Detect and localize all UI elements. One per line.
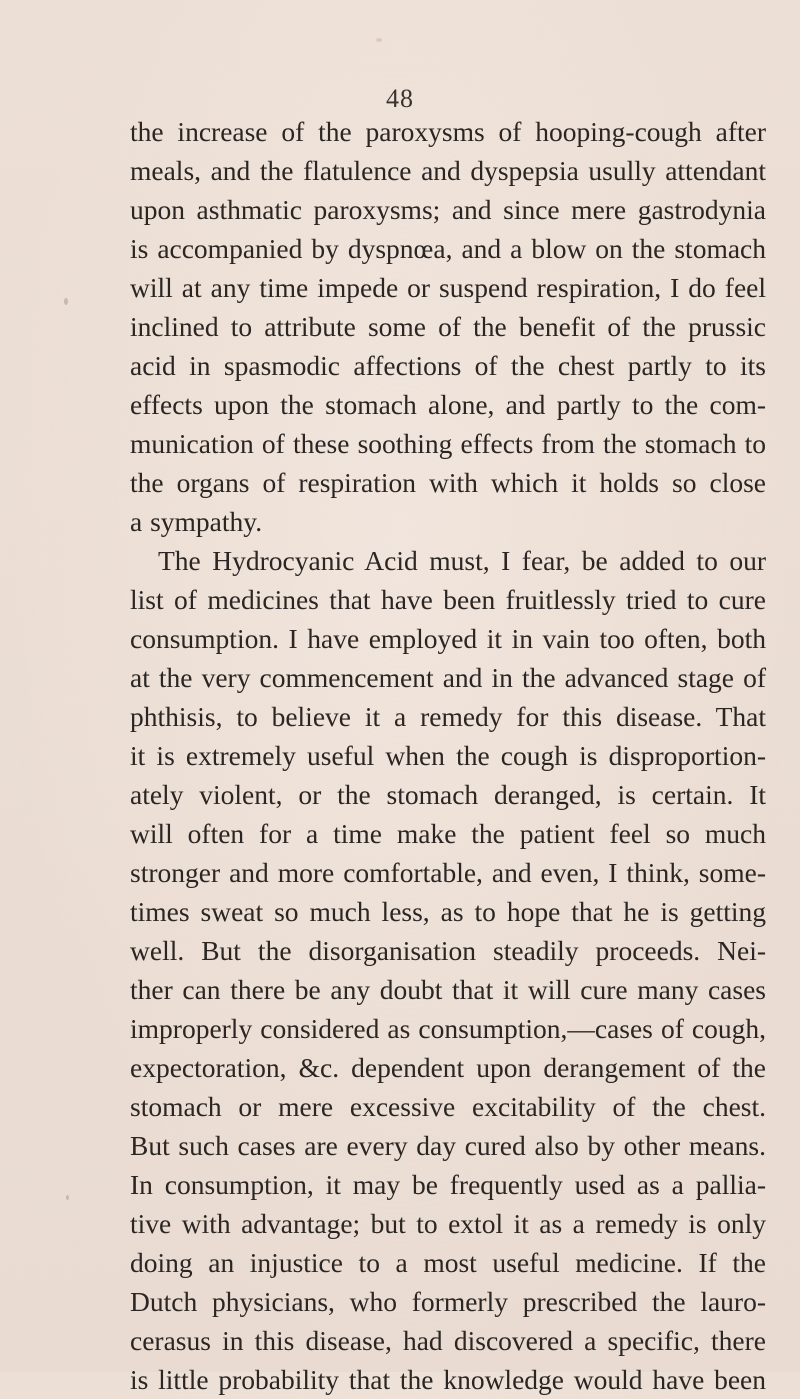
text-line: stronger and more comfortable, and even, I think, some-: [130, 857, 766, 888]
paper-speck: [64, 298, 68, 305]
text-line: it is extremely useful when the cough is disproportion-: [130, 740, 766, 771]
text-line: ately violent, or the stomach deranged, is certain. It: [130, 779, 766, 810]
text-line: is accompanied by dyspnœa, and a blow on the stomach: [130, 233, 766, 264]
text-line: tive with advantage; but to extol it as a remedy is only: [130, 1208, 766, 1239]
text-line: Dutch physicians, who formerly prescribed the lauro-: [130, 1286, 766, 1317]
text-line: upon asthmatic paroxysms; and since mere gastrodynia: [130, 194, 766, 225]
text-line: the increase of the paroxysms of hooping-cough after: [130, 116, 766, 147]
text-line: In consumption, it may be frequently used as a pallia-: [130, 1169, 766, 1200]
text-line: effects upon the stomach alone, and partly to the com-: [130, 389, 766, 420]
body-text: [130, 112, 766, 1399]
text-line: is little probability that the knowledge would have been: [130, 1364, 766, 1395]
text-line: meals, and the flatulence and dyspepsia usully attendant: [130, 155, 766, 186]
text-line: stomach or mere excessive excitability of the chest.: [130, 1091, 766, 1122]
text-line: But such cases are every day cured also by other means.: [130, 1130, 766, 1161]
text-line: well. But the disorganisation steadily proceeds. Nei-: [130, 935, 766, 966]
text-line: a sympathy.: [130, 506, 263, 537]
paper-speck: [376, 38, 382, 42]
text-line: list of medicines that have been fruitlessly tried to cure: [130, 584, 766, 615]
text-line: munication of these soothing effects from the stomach to: [130, 428, 766, 459]
text-line: consumption. I have employed it in vain too often, both: [130, 623, 766, 654]
text-line: times sweat so much less, as to hope that he is getting: [130, 896, 766, 927]
text-line: will often for a time make the patient feel so much: [130, 818, 766, 849]
page-number: 48: [386, 84, 414, 113]
text-line: inclined to attribute some of the benefit of the prussic: [130, 311, 766, 342]
text-line: will at any time impede or suspend respiration, I do feel: [130, 272, 766, 303]
text-line: acid in spasmodic affections of the chest partly to its: [130, 350, 766, 381]
paragraph-start-line: The Hydrocyanic Acid must, I fear, be added to our: [158, 545, 766, 576]
text-line: phthisis, to believe it a remedy for this disease. That: [130, 701, 766, 732]
text-line: cerasus in this disease, had discovered a specific, there: [130, 1325, 766, 1356]
text-line: doing an injustice to a most useful medicine. If the: [130, 1247, 766, 1278]
text-line: at the very commencement and in the advanced stage of: [130, 662, 766, 693]
text-line: improperly considered as consumption,—cases of cough,: [130, 1013, 766, 1044]
text-line: ther can there be any doubt that it will cure many cases: [130, 974, 766, 1005]
paper-speck: [66, 1195, 69, 1200]
text-line: the organs of respiration with which it holds so close: [130, 467, 766, 498]
text-line: expectoration, &c. dependent upon derangement of the: [130, 1052, 766, 1083]
